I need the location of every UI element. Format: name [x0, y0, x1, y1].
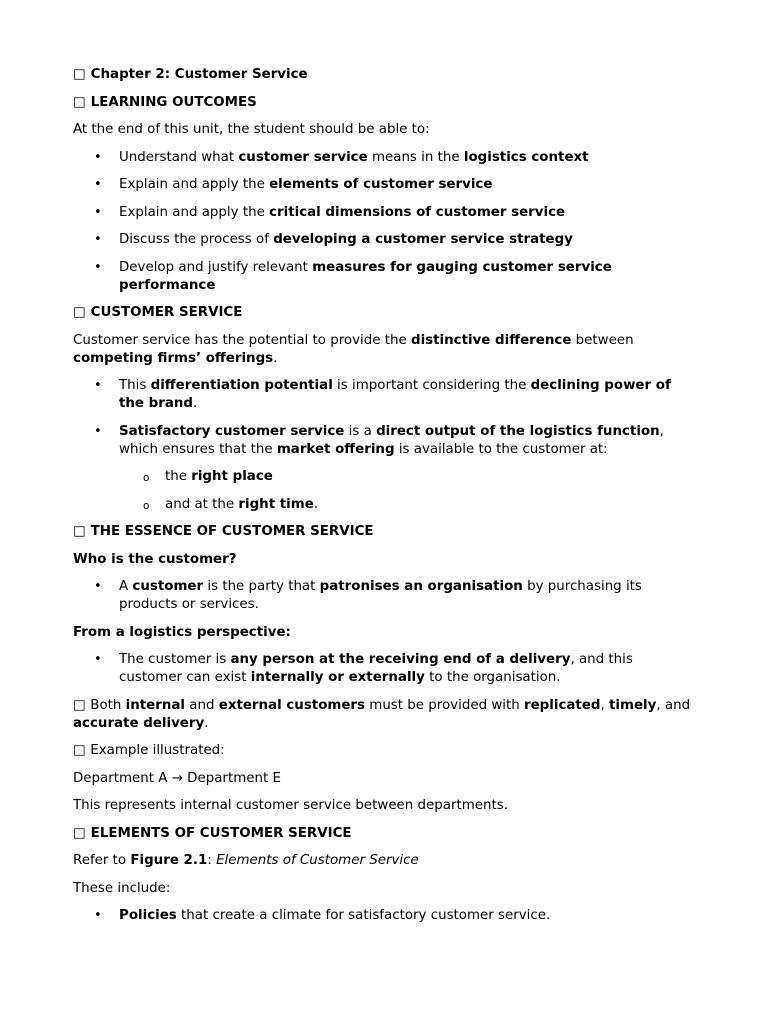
department-line: Department A → Department E [73, 770, 281, 786]
placeholder-box-icon: □ [73, 743, 86, 758]
list-item: • Develop and justify relevant measures for gauging customer service performance [73, 259, 698, 295]
list-item: • Explain and apply the elements of customer service [73, 176, 698, 194]
figure-reference: Refer to Figure 2.1: Elements of Customer Service [73, 853, 419, 868]
customer-definition-list [73, 578, 698, 614]
list-item: • Policies that create a climate for satisfactory customer service. [73, 907, 698, 925]
list-item: • This differentiation potential is important considering the declining power of the brand. [73, 377, 698, 413]
elements-heading: □ ELEMENTS OF CUSTOMER SERVICE [73, 825, 352, 841]
document-page [73, 66, 698, 935]
logistics-perspective-heading: From a logistics perspective: [73, 624, 291, 640]
elements-list [73, 907, 698, 925]
placeholder-box-icon: □ [73, 524, 86, 539]
internal-external-paragraph: □ Both internal and external customers must be provided with replicated, timely, and accurate delivery. [73, 697, 691, 731]
placeholder-box-icon: □ [73, 67, 86, 82]
sub-list-item: o and at the right time. [119, 496, 698, 514]
essence-heading: □ THE ESSENCE OF CUSTOMER SERVICE [73, 524, 374, 539]
list-item: • Understand what customer service means in the logistics context [73, 149, 698, 167]
customer-service-list [73, 377, 698, 514]
sub-list-item: o the right place [119, 468, 698, 486]
customer-service-heading: □ CUSTOMER SERVICE [73, 305, 243, 320]
represents-line: This represents internal customer service between departments. [73, 798, 508, 813]
placeholder-box-icon: □ [73, 94, 86, 110]
sub-list [119, 468, 698, 514]
list-item: • Explain and apply the critical dimensions of customer service [73, 204, 698, 222]
list-item: • Discuss the process of developing a customer service strategy [73, 231, 698, 249]
placeholder-box-icon: □ [73, 825, 86, 841]
placeholder-box-icon: □ [73, 305, 86, 320]
example-illustrated: □ Example illustrated: [73, 743, 225, 758]
list-item: • Satisfactory customer service is a direct output of the logistics function, which ensures that the market offering is available to the customer at: o the right place o and at the right time. [73, 423, 698, 514]
list-item: • A customer is the party that patronises an organisation by purchasing its products or services. [73, 578, 698, 614]
chapter-title: □ Chapter 2: Customer Service [73, 67, 308, 82]
learning-outcomes-intro: At the end of this unit, the student should be able to: [73, 122, 430, 137]
these-include: These include: [73, 880, 171, 896]
logistics-perspective-list [73, 651, 698, 687]
learning-outcomes-list [73, 149, 698, 295]
learning-outcomes-heading: □ LEARNING OUTCOMES [73, 94, 257, 110]
list-item: • The customer is any person at the receiving end of a delivery, and this customer can exist internally or externally to the organisation. [73, 651, 698, 687]
customer-service-paragraph: Customer service has the potential to provide the distinctive difference between competing firms’ offerings. [73, 332, 634, 366]
who-is-customer-heading: Who is the customer? [73, 551, 237, 567]
placeholder-box-icon: □ [73, 697, 86, 713]
